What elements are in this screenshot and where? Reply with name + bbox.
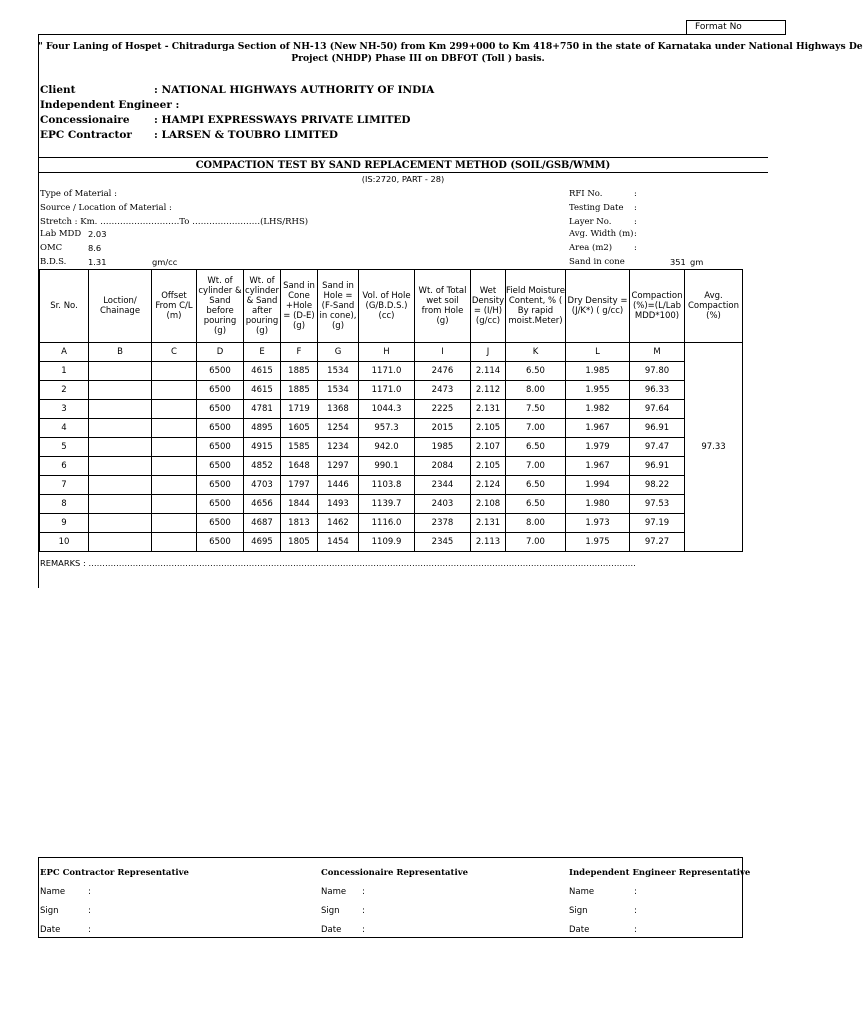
table-cell xyxy=(89,419,152,438)
stretch: Stretch : Km. ……………………….To ……………………(LHS/RHS) xyxy=(40,217,309,227)
table-cell: 4 xyxy=(40,419,89,438)
signature-ie-title: Independent Engineer Representative xyxy=(569,868,751,878)
table-cell: 6500 xyxy=(197,400,244,419)
table-cell: 2.108 xyxy=(471,495,506,514)
table-row xyxy=(40,381,743,400)
table-cell: 2.131 xyxy=(471,514,506,533)
col-header-avg-compaction: Avg. Compaction (%) xyxy=(685,270,743,343)
table-cell: 1.979 xyxy=(566,438,630,457)
lab-mdd-label: Lab MDD xyxy=(40,229,82,239)
table-cell xyxy=(89,362,152,381)
table-cell: 8.00 xyxy=(506,381,566,400)
signature-concessionaire-name-label: Name xyxy=(321,887,347,897)
epc-contractor-value: : LARSEN & TOUBRO LIMITED xyxy=(154,129,339,141)
table-cell: 7 xyxy=(40,476,89,495)
testing-date-colon: : xyxy=(634,203,637,213)
col-header-offset: Offset From C/L (m) xyxy=(152,270,197,343)
col-header-wet-density: Wet Density = (I/H) (g/cc) xyxy=(471,270,506,343)
table-cell xyxy=(152,533,197,552)
table-cell: 4781 xyxy=(244,400,281,419)
table-cell: 1885 xyxy=(281,381,318,400)
table-cell: 3 xyxy=(40,400,89,419)
column-letter: F xyxy=(281,343,318,362)
table-cell xyxy=(89,438,152,457)
signature-epc-title: EPC Contractor Representative xyxy=(40,868,189,878)
column-letter: H xyxy=(359,343,415,362)
col-header-location: Loction/ Chainage xyxy=(89,270,152,343)
table-cell: 1.985 xyxy=(566,362,630,381)
table-row xyxy=(40,438,743,457)
table-cell xyxy=(152,476,197,495)
table-cell: 1297 xyxy=(318,457,359,476)
table-cell: 1.980 xyxy=(566,495,630,514)
table-row xyxy=(40,419,743,438)
sand-in-cone-unit: gm xyxy=(690,257,704,267)
table-cell: 1139.7 xyxy=(359,495,415,514)
sand-in-cone-value: 351 xyxy=(670,257,686,267)
table-cell: 1605 xyxy=(281,419,318,438)
col-header-compaction: Compaction (%)=(L/Lab MDD*100) xyxy=(630,270,685,343)
table-cell: 8 xyxy=(40,495,89,514)
table-cell: 6.50 xyxy=(506,476,566,495)
column-letter: B xyxy=(89,343,152,362)
signature-ie-date-label: Date xyxy=(569,925,590,935)
col-header-dry-density: Dry Density = (J/K*) ( g/cc) xyxy=(566,270,630,343)
table-row xyxy=(40,457,743,476)
table-cell: 10 xyxy=(40,533,89,552)
table-cell: 4852 xyxy=(244,457,281,476)
table-cell: 1368 xyxy=(318,400,359,419)
lab-mdd-value: 2.03 xyxy=(88,229,107,239)
signature-concessionaire-title: Concessionaire Representative xyxy=(321,868,469,878)
table-cell: 4703 xyxy=(244,476,281,495)
signature-concessionaire-date-label: Date xyxy=(321,925,342,935)
table-cell: 2 xyxy=(40,381,89,400)
table-cell: 4615 xyxy=(244,381,281,400)
table-cell: 6.50 xyxy=(506,495,566,514)
col-header-wt-after: Wt. of cylinder & Sand after pouring (g) xyxy=(244,270,281,343)
table-row xyxy=(40,533,743,552)
table-cell xyxy=(152,400,197,419)
project-title xyxy=(38,41,863,65)
signature-ie-name-colon: : xyxy=(634,887,637,897)
table-cell: 6500 xyxy=(197,381,244,400)
table-cell: 1585 xyxy=(281,438,318,457)
testing-date-label: Testing Date xyxy=(569,203,624,213)
table-cell: 1493 xyxy=(318,495,359,514)
table-cell: 97.19 xyxy=(630,514,685,533)
table-cell xyxy=(89,476,152,495)
signature-ie-sign-label: Sign xyxy=(569,906,588,916)
table-cell: 1171.0 xyxy=(359,381,415,400)
table-cell: 1.973 xyxy=(566,514,630,533)
area-label: Area (m2) xyxy=(569,243,613,253)
col-header-sand-cone-hole: Sand in Cone +Hole = (D-E) (g) xyxy=(281,270,318,343)
compaction-table xyxy=(39,269,743,552)
type-of-material: Type of Material : xyxy=(40,189,117,199)
top-rule xyxy=(38,34,768,35)
table-row xyxy=(40,400,743,419)
column-letter: M xyxy=(630,343,685,362)
table-row xyxy=(40,495,743,514)
title-rule-top xyxy=(38,157,768,158)
table-cell: 6 xyxy=(40,457,89,476)
table-cell: 1234 xyxy=(318,438,359,457)
column-letter: I xyxy=(415,343,471,362)
table-cell: 2.107 xyxy=(471,438,506,457)
table-cell: 4656 xyxy=(244,495,281,514)
layer-no-label: Layer No. xyxy=(569,217,612,227)
table-cell: 1454 xyxy=(318,533,359,552)
col-header-sr-no: Sr. No. xyxy=(40,270,89,343)
table-cell: 6.50 xyxy=(506,438,566,457)
area-colon: : xyxy=(634,243,637,253)
table-cell xyxy=(89,381,152,400)
table-cell: 97.64 xyxy=(630,400,685,419)
table-cell: 4695 xyxy=(244,533,281,552)
avg-width-colon: : xyxy=(634,229,637,239)
table-cell: 6500 xyxy=(197,533,244,552)
test-standard: (IS:2720, PART - 28) xyxy=(361,174,445,184)
table-cell: 1 xyxy=(40,362,89,381)
epc-contractor-label: EPC Contractor xyxy=(40,129,132,141)
table-cell: 98.22 xyxy=(630,476,685,495)
format-number-box xyxy=(686,20,786,35)
header-row xyxy=(40,270,743,343)
bds-value: 1.31 xyxy=(88,257,107,267)
table-cell: 6500 xyxy=(197,362,244,381)
remarks: REMARKS : ……………………………………………………………………………………………………………………………………………………………………………… xyxy=(40,558,636,568)
signature-ie-date-colon: : xyxy=(634,925,637,935)
table-cell: 6500 xyxy=(197,514,244,533)
table-cell: 4615 xyxy=(244,362,281,381)
column-letter: G xyxy=(318,343,359,362)
table-cell: 96.91 xyxy=(630,457,685,476)
table-cell xyxy=(89,495,152,514)
col-header-moisture: Field Moisture Content, % ( By rapid moist.Meter) xyxy=(506,270,566,343)
table-cell: 2.124 xyxy=(471,476,506,495)
table-cell: 957.3 xyxy=(359,419,415,438)
table-cell xyxy=(152,419,197,438)
table-cell: 2225 xyxy=(415,400,471,419)
table-cell: 6500 xyxy=(197,495,244,514)
col-header-vol-hole: Vol. of Hole (G/B.D.S.) (cc) xyxy=(359,270,415,343)
table-cell: 1116.0 xyxy=(359,514,415,533)
table-cell: 4895 xyxy=(244,419,281,438)
table-cell: 4687 xyxy=(244,514,281,533)
table-cell: 1446 xyxy=(318,476,359,495)
table-cell: 1462 xyxy=(318,514,359,533)
table-cell: 2015 xyxy=(415,419,471,438)
table-cell: 97.47 xyxy=(630,438,685,457)
column-letter: K xyxy=(506,343,566,362)
table-cell: 7.00 xyxy=(506,533,566,552)
table-cell: 7.00 xyxy=(506,457,566,476)
col-header-wt-wet-soil: Wt. of Total wet soil from Hole (g) xyxy=(415,270,471,343)
table-cell: 2.113 xyxy=(471,533,506,552)
table-cell: 4915 xyxy=(244,438,281,457)
client-value: : NATIONAL HIGHWAYS AUTHORITY OF INDIA xyxy=(154,84,435,96)
signature-epc-sign-label: Sign xyxy=(40,906,59,916)
rfi-no-label: RFI No. xyxy=(569,189,603,199)
table-cell: 1171.0 xyxy=(359,362,415,381)
signature-epc-name-label: Name xyxy=(40,887,66,897)
table-cell: 97.53 xyxy=(630,495,685,514)
column-letter: D xyxy=(197,343,244,362)
table-cell: 1648 xyxy=(281,457,318,476)
table-cell xyxy=(152,381,197,400)
signature-rule xyxy=(38,857,743,858)
table-cell: 2.112 xyxy=(471,381,506,400)
column-letter: C xyxy=(152,343,197,362)
table-cell: 2476 xyxy=(415,362,471,381)
table-cell: 6500 xyxy=(197,419,244,438)
column-letter: A xyxy=(40,343,89,362)
table-cell: 1103.8 xyxy=(359,476,415,495)
client-label: Client xyxy=(40,84,76,96)
table-cell: 1805 xyxy=(281,533,318,552)
table-cell xyxy=(152,495,197,514)
table-cell xyxy=(89,400,152,419)
table-cell: 96.33 xyxy=(630,381,685,400)
signature-ie-name-label: Name xyxy=(569,887,595,897)
table-cell: 1813 xyxy=(281,514,318,533)
table-cell: 96.91 xyxy=(630,419,685,438)
table-cell: 1797 xyxy=(281,476,318,495)
column-letter: E xyxy=(244,343,281,362)
table-cell: 1534 xyxy=(318,381,359,400)
independent-engineer-label: Independent Engineer : xyxy=(40,99,180,111)
table-cell xyxy=(152,457,197,476)
table-cell: 2345 xyxy=(415,533,471,552)
table-cell: 1719 xyxy=(281,400,318,419)
table-cell: 1985 xyxy=(415,438,471,457)
signature-epc-sign-colon: : xyxy=(88,906,91,916)
table-cell: 942.0 xyxy=(359,438,415,457)
column-letter-row xyxy=(40,343,743,362)
table-cell xyxy=(89,533,152,552)
title-rule-bottom xyxy=(38,172,768,173)
signature-concessionaire-sign-label: Sign xyxy=(321,906,340,916)
table-cell: 1534 xyxy=(318,362,359,381)
column-letter: J xyxy=(471,343,506,362)
table-cell: 1.994 xyxy=(566,476,630,495)
signature-concessionaire-date-colon: : xyxy=(362,925,365,935)
table-cell: 2.114 xyxy=(471,362,506,381)
signature-epc-date-colon: : xyxy=(88,925,91,935)
table-cell: 7.50 xyxy=(506,400,566,419)
signature-concessionaire-sign-colon: : xyxy=(362,906,365,916)
concessionaire-value: : HAMPI EXPRESSWAYS PRIVATE LIMITED xyxy=(154,114,411,126)
table-row xyxy=(40,514,743,533)
bds-unit: gm/cc xyxy=(152,257,178,267)
table-cell: 2473 xyxy=(415,381,471,400)
table-cell: 1.955 xyxy=(566,381,630,400)
signature-concessionaire-name-colon: : xyxy=(362,887,365,897)
avg-width-label: Avg. Width (m) xyxy=(569,229,634,239)
table-cell xyxy=(152,514,197,533)
table-cell: 6500 xyxy=(197,476,244,495)
table-cell: 2.105 xyxy=(471,457,506,476)
source-location: Source / Location of Material : xyxy=(40,203,172,213)
table-cell: 1044.3 xyxy=(359,400,415,419)
column-letter: L xyxy=(566,343,630,362)
table-cell: 2378 xyxy=(415,514,471,533)
table-cell: 1.967 xyxy=(566,457,630,476)
table-cell xyxy=(89,514,152,533)
bds-label: B.D.S. xyxy=(40,257,67,267)
concessionaire-label: Concessionaire xyxy=(40,114,130,126)
table-cell: 990.1 xyxy=(359,457,415,476)
test-title: COMPACTION TEST BY SAND REPLACEMENT METHOD (SOIL/GSB/WMM) xyxy=(195,160,611,171)
signature-ie-sign-colon: : xyxy=(634,906,637,916)
signature-bottom-rule xyxy=(38,937,743,938)
table-cell: 6.50 xyxy=(506,362,566,381)
rfi-no-colon: : xyxy=(634,189,637,199)
table-cell: 97.27 xyxy=(630,533,685,552)
table-cell: 2403 xyxy=(415,495,471,514)
table-cell: 1.967 xyxy=(566,419,630,438)
table-cell xyxy=(152,362,197,381)
table-cell: 2.131 xyxy=(471,400,506,419)
table-cell: 1109.9 xyxy=(359,533,415,552)
project-title-line-1: " Four Laning of Hospet - Chitradurga Section of NH-13 (New NH-50) from Km 299+000 to Km 418+750 in the state of Karnataka under National Highways De xyxy=(38,41,863,52)
project-title-line-2: Project (NHDP) Phase III on DBFOT (Toll ) basis. xyxy=(291,53,545,64)
table-cell: 1844 xyxy=(281,495,318,514)
table-cell: 9 xyxy=(40,514,89,533)
table-cell: 5 xyxy=(40,438,89,457)
table-cell: 1254 xyxy=(318,419,359,438)
table-cell: 1.975 xyxy=(566,533,630,552)
sand-in-cone-label: Sand in cone xyxy=(569,257,625,267)
table-cell: 2084 xyxy=(415,457,471,476)
omc-value: 8.6 xyxy=(88,243,102,253)
table-cell xyxy=(152,438,197,457)
signature-epc-date-label: Date xyxy=(40,925,61,935)
layer-no-colon: : xyxy=(634,217,637,227)
table-cell: 2344 xyxy=(415,476,471,495)
table-cell: 1.982 xyxy=(566,400,630,419)
table-cell: 6500 xyxy=(197,438,244,457)
format-number-label: Format No xyxy=(695,22,742,32)
col-header-wt-before: Wt. of cylinder & Sand before pouring (g) xyxy=(197,270,244,343)
table-cell: 6500 xyxy=(197,457,244,476)
table-cell: 97.80 xyxy=(630,362,685,381)
table-cell: 8.00 xyxy=(506,514,566,533)
col-header-sand-hole: Sand in Hole = (F-Sand in cone), (g) xyxy=(318,270,359,343)
omc-label: OMC xyxy=(40,243,63,253)
table-cell: 1885 xyxy=(281,362,318,381)
table-cell: 2.105 xyxy=(471,419,506,438)
table-cell xyxy=(89,457,152,476)
table-cell: 7.00 xyxy=(506,419,566,438)
signature-epc-name-colon: : xyxy=(88,887,91,897)
table-row xyxy=(40,362,743,381)
table-row xyxy=(40,476,743,495)
avg-compaction-value: 97.33 xyxy=(685,343,743,552)
signature-left-border xyxy=(38,857,39,937)
